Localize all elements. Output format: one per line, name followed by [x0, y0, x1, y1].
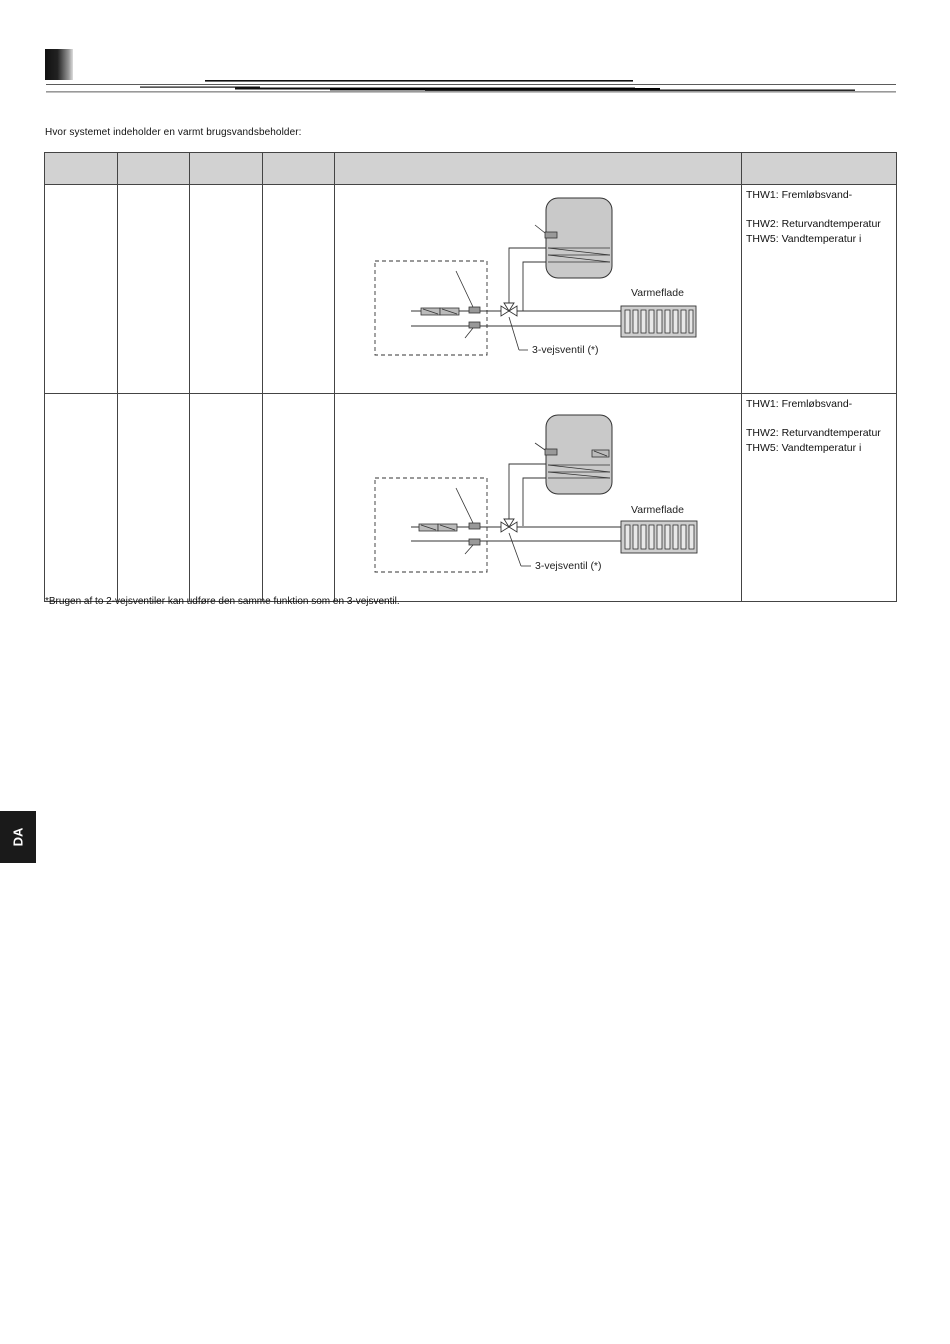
supply-sensor: [469, 307, 480, 313]
table-cell: [118, 394, 190, 602]
notes-cell: [742, 394, 897, 602]
heat-exchanger: [419, 524, 457, 531]
table-cell: [118, 185, 190, 394]
table-cell: [45, 394, 118, 602]
radiator: [621, 521, 697, 553]
system-table: [44, 152, 897, 602]
note-line: THW5: Vandtemperatur i: [746, 441, 862, 454]
tank-sensor: [545, 232, 557, 238]
return-sensor: [469, 322, 480, 328]
radiator-label: Varmeflade: [631, 287, 684, 299]
note-line: THW2: Returvandtemperatur: [746, 218, 881, 231]
table-cell: [190, 394, 263, 602]
header-cell: [190, 153, 263, 185]
header-cell: [742, 153, 897, 185]
intro-text: Hvor systemet indeholder en varmt brugsvandsbeholder:: [45, 127, 302, 138]
table-cell: [45, 185, 118, 394]
footnote: *Brugen af to 2-vejsventiler kan udføre den samme funktion som en 3-vejsventil.: [45, 596, 400, 607]
valve-label: 3-vejsventil (*): [532, 344, 599, 356]
table-cell: [190, 185, 263, 394]
header-cell: [335, 153, 742, 185]
three-way-valve: [501, 519, 517, 532]
note-line: THW1: Fremløbsvand-: [746, 189, 853, 201]
table-cell: [263, 394, 335, 602]
valve-label: 3-vejsventil (*): [535, 560, 602, 572]
header-rules: [0, 0, 950, 100]
notes-cell: [742, 185, 897, 394]
note-line: [746, 203, 892, 218]
tank-sensor: [545, 449, 557, 455]
diagram-cell: [335, 185, 742, 394]
three-way-valve: [501, 303, 517, 316]
note-line: THW5: Vandtemperatur i: [746, 232, 862, 245]
header-cell: [263, 153, 335, 185]
note-line: [746, 412, 892, 427]
language-tab-label: DA: [10, 827, 26, 847]
heat-exchanger: [421, 308, 459, 315]
note-line: THW2: Returvandtemperatur: [746, 427, 881, 440]
system-diagram: [335, 185, 741, 388]
table-row: [45, 185, 897, 394]
radiator-label: Varmeflade: [631, 504, 684, 516]
radiator: [621, 306, 696, 337]
table-header-row: [45, 153, 897, 185]
header-cell: [45, 153, 118, 185]
table-cell: [263, 185, 335, 394]
system-diagram: [335, 394, 741, 596]
note-line: THW1: Fremløbsvand-: [746, 398, 853, 410]
header-cell: [118, 153, 190, 185]
supply-sensor: [469, 523, 480, 529]
language-tab: [0, 811, 36, 863]
table-row: [45, 394, 897, 602]
return-sensor: [469, 539, 480, 545]
diagram-cell: [335, 394, 742, 602]
